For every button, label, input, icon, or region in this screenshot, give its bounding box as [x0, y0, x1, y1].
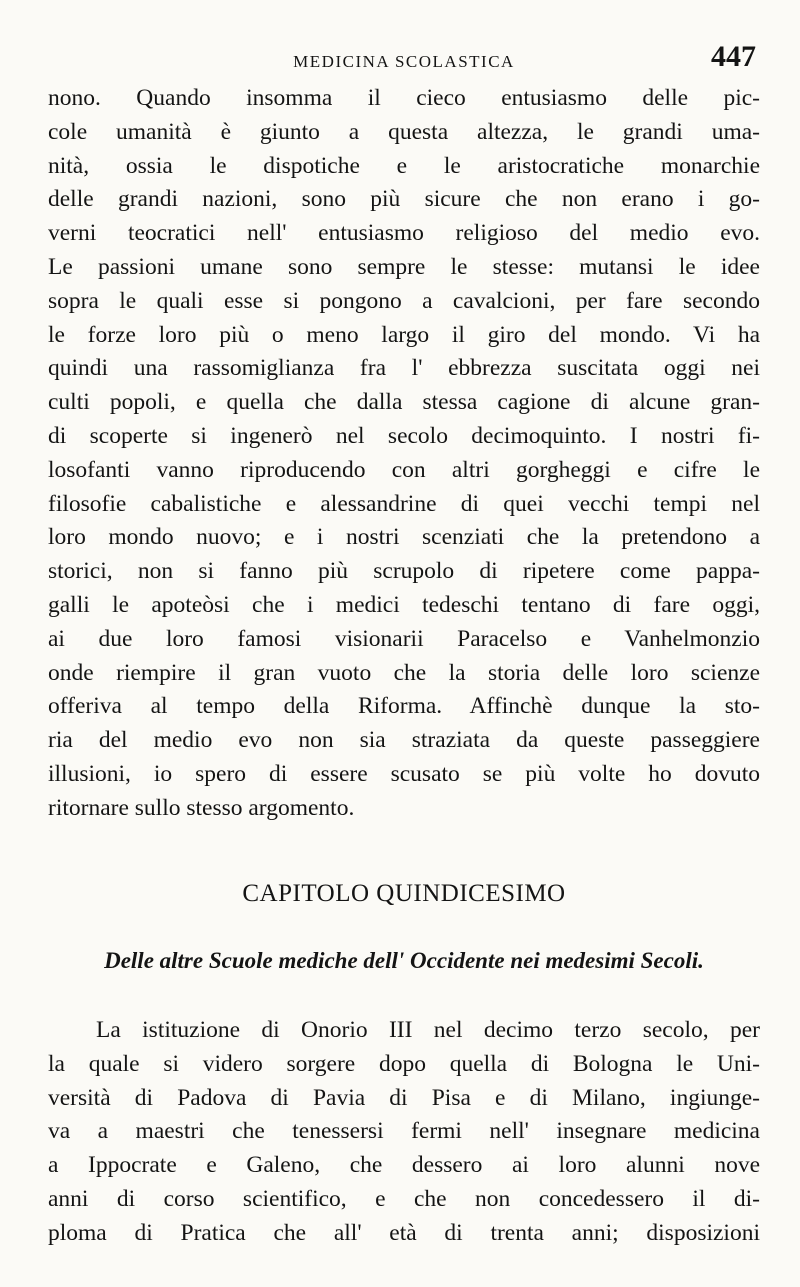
text-line: Le passioni umane sono sempre le stesse: mutansi le idee [48, 253, 760, 280]
text-line: offeriva al tempo della Riforma. Affinchè dunque la sto- [48, 693, 760, 720]
page-number: 447 [711, 40, 756, 73]
text-line: loro mondo nuovo; e i nostri scenziati che la pretendono a [48, 524, 760, 551]
text-line: nono. Quando insomma il cieco entusiasmo delle pic- [48, 85, 760, 111]
text-line: le forze loro più o meno largo il giro del mondo. Vi ha [48, 321, 760, 348]
running-header [48, 40, 760, 76]
chapter-first-paragraph [48, 1014, 760, 1251]
text-line: illusioni, io spero di essere scusato se più volte ho dovuto [48, 760, 760, 787]
text-line: storici, non si fanno più scrupolo di ripetere come pappa- [48, 558, 760, 585]
text-line: ritornare sullo stesso argomento. [48, 794, 355, 821]
text-line: ria del medio evo non sia straziata da queste passeggiere [48, 727, 760, 754]
text-line: cole umanità è giunto a questa altezza, le grandi uma- [48, 118, 760, 145]
text-line: losofanti vanno riproducendo con altri gorgheggi e cifre le [48, 456, 760, 483]
text-line: la quale si videro sorgere dopo quella di Bologna le Uni- [48, 1050, 760, 1077]
text-line: di scoperte si ingenerò nel secolo decimoquinto. I nostri fi- [48, 422, 760, 449]
text-line: va a maestri che tenessersi fermi nell' insegnare medicina [48, 1118, 760, 1145]
text-line: culti popoli, e quella che dalla stessa cagione di alcune gran- [48, 389, 760, 416]
text-line: delle grandi nazioni, sono più sicure che non erano i go- [48, 186, 760, 213]
chapter-heading: CAPITOLO QUINDICESIMO [242, 880, 566, 907]
text-line: sopra le quali esse si pongono a cavalcioni, per fare secondo [48, 287, 760, 314]
text-line: galli le apoteòsi che i medici tedeschi tentano di fare oggi, [48, 591, 760, 618]
text-line: filosofie cabalistiche e alessandrine di quei vecchi tempi nel [48, 490, 760, 517]
chapter-subtitle: Delle altre Scuole mediche dell' Occidente nei medesimi Secoli. [104, 948, 704, 973]
text-line: anni di corso scientifico, e che non concedessero il di- [48, 1185, 760, 1212]
paragraph-continued [48, 82, 760, 826]
text-line: quindi una rassomiglianza fra l' ebbrezza suscitata oggi nei [48, 355, 760, 382]
text-line: onde riempire il gran vuoto che la storia delle loro scienze [48, 659, 760, 686]
running-title: MEDICINA SCOLASTICA [293, 52, 515, 71]
text-line: versità di Padova di Pavia di Pisa e di Milano, ingiunge- [48, 1084, 760, 1111]
text-line: nità, ossia le dispotiche e le aristocratiche monarchie [48, 152, 760, 179]
text-line: a Ippocrate e Galeno, che dessero ai loro alunni nove [48, 1152, 760, 1179]
text-line: ai due loro famosi visionarii Paracelso e Vanhelmonzio [48, 625, 760, 652]
text-line: La istituzione di Onorio III nel decimo terzo secolo, per [96, 1017, 760, 1043]
text-line: verni teocratici nell' entusiasmo religioso del medio evo. [48, 220, 760, 247]
text-line: ploma di Pratica che all' età di trenta anni; disposizioni [48, 1219, 760, 1246]
